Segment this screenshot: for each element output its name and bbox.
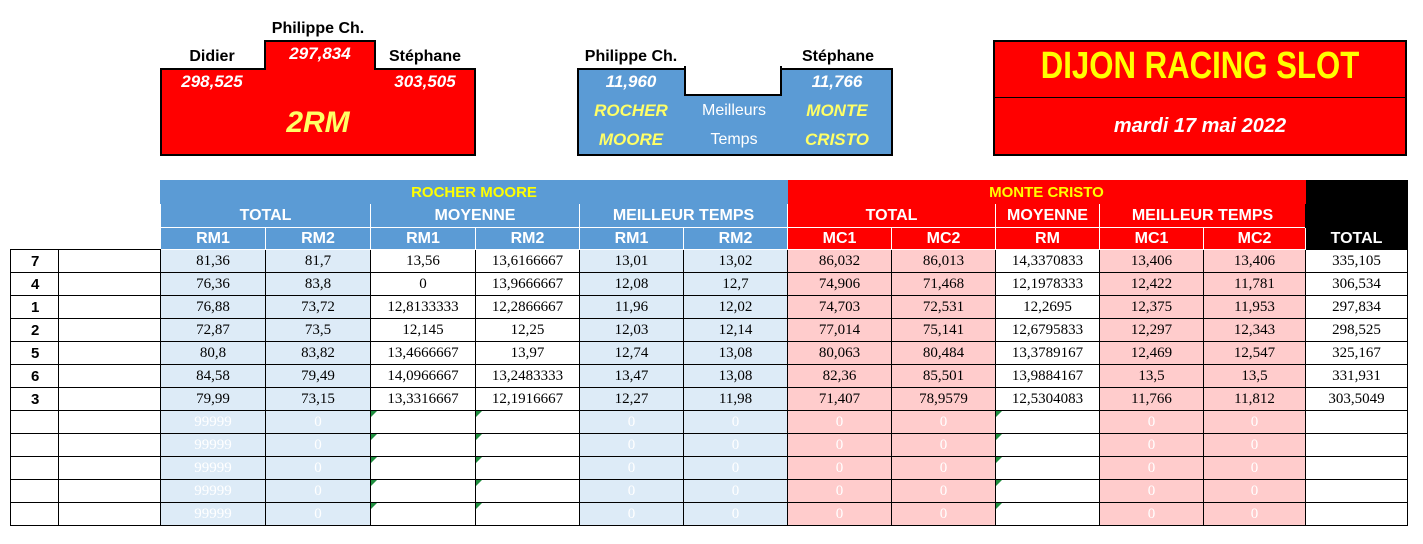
pilot-name-cell[interactable] <box>59 480 161 503</box>
rm-value-cell[interactable]: 13,56 <box>371 250 476 273</box>
mc-value-cell[interactable]: 12,297 <box>1100 319 1204 342</box>
mc-value-cell[interactable]: 12,343 <box>1204 319 1306 342</box>
best-left-circuit-line2: MOORE <box>598 130 664 149</box>
rm-value-cell[interactable]: 12,1916667 <box>476 388 580 411</box>
mc-col-header: MC1 <box>788 228 892 250</box>
pilot-name-cell[interactable] <box>59 319 161 342</box>
mc-value-cell[interactable]: 0 <box>788 503 892 526</box>
rm-value-cell[interactable]: 76,88 <box>161 296 266 319</box>
mc-value-cell[interactable]: 71,468 <box>892 273 996 296</box>
rm-col-header: RM1 <box>580 228 684 250</box>
rm-value-cell[interactable] <box>476 411 580 434</box>
best-mid-line1: Meilleurs <box>701 102 766 119</box>
title-divider <box>995 97 1405 98</box>
table-row <box>11 273 1408 296</box>
mc-value-cell[interactable]: 0 <box>1204 434 1306 457</box>
rm-value-cell[interactable]: 0 <box>684 503 788 526</box>
rm-value-cell[interactable]: 12,27 <box>580 388 684 411</box>
rm-value-cell[interactable]: 0 <box>684 411 788 434</box>
rm-value-cell[interactable]: 99999 <box>161 411 266 434</box>
rm-value-cell[interactable]: 13,4666667 <box>371 342 476 365</box>
mc-value-cell[interactable]: 0 <box>1100 411 1204 434</box>
rm-value-cell[interactable]: 13,08 <box>684 342 788 365</box>
mc-value-cell[interactable]: 0 <box>1100 457 1204 480</box>
rm-value-cell[interactable]: 99999 <box>161 503 266 526</box>
rm-col-header: RM1 <box>161 228 266 250</box>
rm-value-cell[interactable]: 13,02 <box>684 250 788 273</box>
mc-value-cell[interactable]: 75,141 <box>892 319 996 342</box>
rm-value-cell[interactable] <box>476 480 580 503</box>
podium-second-name: Didier <box>189 48 235 65</box>
rm-value-cell[interactable]: 13,3316667 <box>371 388 476 411</box>
pilot-number[interactable] <box>11 411 59 434</box>
mc-value-cell[interactable]: 0 <box>1100 480 1204 503</box>
mc-value-cell[interactable]: 12,375 <box>1100 296 1204 319</box>
total-value-cell[interactable]: 297,834 <box>1306 296 1408 319</box>
rm-col-header: RM1 <box>371 228 476 250</box>
rm-group-moyenne: MOYENNE <box>371 204 580 228</box>
pilot-name-cell[interactable] <box>59 411 161 434</box>
rm-value-cell[interactable]: 0 <box>266 434 371 457</box>
table-row <box>11 250 1408 273</box>
table-row <box>11 296 1408 319</box>
rm-value-cell[interactable]: 73,72 <box>266 296 371 319</box>
rm-value-cell[interactable]: 83,82 <box>266 342 371 365</box>
mc-value-cell[interactable]: 0 <box>1204 457 1306 480</box>
rm-value-cell[interactable]: 12,02 <box>684 296 788 319</box>
podium-second-value: 298,525 <box>181 72 243 91</box>
table-row <box>11 365 1408 388</box>
mc-value-cell[interactable]: 0 <box>892 457 996 480</box>
mc-value-cell[interactable]: 12,422 <box>1100 273 1204 296</box>
club-title: DIJON RACING SLOT <box>1040 45 1360 87</box>
rm-value-cell[interactable] <box>371 480 476 503</box>
mc-value-cell[interactable]: 71,407 <box>788 388 892 411</box>
podium-first-name: Philippe Ch. <box>271 20 365 37</box>
best-left-value: 11,960 <box>605 72 657 91</box>
rm-value-cell[interactable]: 0 <box>266 480 371 503</box>
rm-value-cell[interactable]: 72,87 <box>161 319 266 342</box>
rm-value-cell[interactable]: 0 <box>684 457 788 480</box>
rm-value-cell[interactable]: 13,08 <box>684 365 788 388</box>
pilot-number[interactable]: 2 <box>11 319 59 342</box>
mc-value-cell[interactable]: 0 <box>788 411 892 434</box>
mc-group-total: TOTAL <box>788 204 996 228</box>
rm-value-cell[interactable]: 0 <box>580 503 684 526</box>
mc-value-cell[interactable]: 78,9579 <box>892 388 996 411</box>
rm-value-cell[interactable]: 0 <box>266 503 371 526</box>
rm-value-cell[interactable]: 0 <box>684 434 788 457</box>
mc-value-cell[interactable]: 0 <box>1204 411 1306 434</box>
best-right-circuit-line2: CRISTO <box>805 130 869 149</box>
rm-value-cell[interactable]: 83,8 <box>266 273 371 296</box>
mc-value-cell[interactable]: 12,2695 <box>996 296 1100 319</box>
table-row <box>11 319 1408 342</box>
rm-value-cell[interactable]: 79,99 <box>161 388 266 411</box>
total-value-cell[interactable]: 306,534 <box>1306 273 1408 296</box>
rm-value-cell[interactable]: 79,49 <box>266 365 371 388</box>
rm-value-cell[interactable]: 12,7 <box>684 273 788 296</box>
table-row <box>11 457 1408 480</box>
event-date: mardi 17 mai 2022 <box>1113 115 1287 137</box>
mc-value-cell[interactable]: 13,5 <box>1100 365 1204 388</box>
rm-value-cell[interactable]: 12,145 <box>371 319 476 342</box>
pilot-name-cell[interactable] <box>59 296 161 319</box>
rm-value-cell[interactable]: 12,14 <box>684 319 788 342</box>
rm-value-cell[interactable]: 76,36 <box>161 273 266 296</box>
rm-value-cell[interactable]: 12,8133333 <box>371 296 476 319</box>
total-value-cell[interactable]: 335,105 <box>1306 250 1408 273</box>
rm-value-cell[interactable]: 12,25 <box>476 319 580 342</box>
pilot-number[interactable]: 7 <box>11 250 59 273</box>
rm-value-cell[interactable]: 13,6166667 <box>476 250 580 273</box>
pilot-name-cell[interactable] <box>59 388 161 411</box>
total-col-header: TOTAL <box>1306 228 1408 250</box>
mc-value-cell[interactable]: 77,014 <box>788 319 892 342</box>
pilot-name-cell[interactable] <box>59 457 161 480</box>
rm-value-cell[interactable]: 14,0966667 <box>371 365 476 388</box>
rm-value-cell[interactable]: 99999 <box>161 480 266 503</box>
mc-value-cell[interactable]: 74,703 <box>788 296 892 319</box>
mc-value-cell[interactable]: 0 <box>1204 503 1306 526</box>
rm-value-cell[interactable]: 13,47 <box>580 365 684 388</box>
rm-value-cell[interactable] <box>371 411 476 434</box>
total-value-cell[interactable]: 331,931 <box>1306 365 1408 388</box>
mc-value-cell[interactable]: 13,406 <box>1100 250 1204 273</box>
rm-value-cell[interactable]: 12,2866667 <box>476 296 580 319</box>
rm-value-cell[interactable]: 84,58 <box>161 365 266 388</box>
pilot-number[interactable]: 6 <box>11 365 59 388</box>
rm-value-cell[interactable] <box>476 457 580 480</box>
mc-value-cell[interactable]: 86,013 <box>892 250 996 273</box>
rm-section-title: ROCHER MOORE <box>161 181 788 204</box>
mc-value-cell[interactable] <box>996 457 1100 480</box>
rm-col-header: RM2 <box>684 228 788 250</box>
podium-third-value: 303,505 <box>394 72 456 91</box>
total-value-cell[interactable]: 298,525 <box>1306 319 1408 342</box>
pilot-number[interactable] <box>11 480 59 503</box>
podium-third-name: Stéphane <box>388 48 461 65</box>
rm-value-cell[interactable]: 0 <box>266 411 371 434</box>
best-left-name: Philippe Ch. <box>584 48 678 65</box>
mc-value-cell[interactable]: 13,406 <box>1204 250 1306 273</box>
table-row <box>11 342 1408 365</box>
pilot-name-cell[interactable] <box>59 342 161 365</box>
rm-value-cell[interactable]: 13,9666667 <box>476 273 580 296</box>
mc-value-cell[interactable]: 0 <box>892 411 996 434</box>
rm-value-cell[interactable] <box>476 434 580 457</box>
rm-group-best: MEILLEUR TEMPS <box>580 204 788 228</box>
podium-category-label: 2RM <box>286 106 350 139</box>
pilot-name-cell[interactable] <box>59 365 161 388</box>
pilot-name-cell[interactable] <box>59 250 161 273</box>
rm-value-cell[interactable]: 73,15 <box>266 388 371 411</box>
pilot-name-cell[interactable] <box>59 273 161 296</box>
total-value-cell[interactable]: 303,5049 <box>1306 388 1408 411</box>
mc-value-cell[interactable] <box>996 480 1100 503</box>
rm-value-cell[interactable]: 0 <box>580 480 684 503</box>
rm-value-cell[interactable]: 73,5 <box>266 319 371 342</box>
rm-value-cell[interactable]: 0 <box>266 457 371 480</box>
pilot-number[interactable] <box>11 503 59 526</box>
table-row <box>11 480 1408 503</box>
mc-col-header: MC1 <box>1100 228 1204 250</box>
pilot-number[interactable]: 3 <box>11 388 59 411</box>
mc-value-cell[interactable]: 0 <box>788 480 892 503</box>
mc-value-cell[interactable]: 0 <box>892 503 996 526</box>
mc-value-cell[interactable]: 12,547 <box>1204 342 1306 365</box>
mc-value-cell[interactable]: 80,063 <box>788 342 892 365</box>
mc-col-header: RM <box>996 228 1100 250</box>
mc-value-cell[interactable]: 72,531 <box>892 296 996 319</box>
mc-value-cell[interactable] <box>996 411 1100 434</box>
rm-value-cell[interactable]: 12,74 <box>580 342 684 365</box>
rm-value-cell[interactable]: 11,98 <box>684 388 788 411</box>
best-right-value: 11,766 <box>811 72 863 91</box>
mc-value-cell[interactable]: 11,953 <box>1204 296 1306 319</box>
best-mid-line2: Temps <box>710 131 758 148</box>
title-block <box>993 40 1407 156</box>
mc-value-cell[interactable]: 82,36 <box>788 365 892 388</box>
mc-group-moyenne: MOYENNE <box>996 204 1100 228</box>
table-row <box>11 388 1408 411</box>
rm-value-cell[interactable]: 80,8 <box>161 342 266 365</box>
table-row <box>11 434 1408 457</box>
mc-value-cell[interactable]: 0 <box>892 434 996 457</box>
best-left-circuit-line1: ROCHER <box>594 101 668 120</box>
table-row <box>11 411 1408 434</box>
total-header-spacer <box>1306 181 1408 228</box>
total-value-cell[interactable] <box>1306 503 1408 526</box>
pilot-number[interactable] <box>11 434 59 457</box>
rm-value-cell[interactable]: 13,97 <box>476 342 580 365</box>
rm-value-cell[interactable]: 13,01 <box>580 250 684 273</box>
rm-value-cell[interactable]: 0 <box>580 434 684 457</box>
results-table <box>10 180 1408 526</box>
rm-value-cell[interactable] <box>371 457 476 480</box>
mc-value-cell[interactable]: 11,766 <box>1100 388 1204 411</box>
mc-value-cell[interactable]: 14,3370833 <box>996 250 1100 273</box>
mc-value-cell[interactable]: 0 <box>892 480 996 503</box>
mc-value-cell[interactable]: 11,781 <box>1204 273 1306 296</box>
best-right-circuit-line1: MONTE <box>806 101 868 120</box>
mc-value-cell[interactable]: 85,501 <box>892 365 996 388</box>
mc-value-cell[interactable]: 0 <box>788 434 892 457</box>
rm-value-cell[interactable]: 0 <box>580 457 684 480</box>
total-value-cell[interactable] <box>1306 480 1408 503</box>
rm-value-cell[interactable] <box>371 434 476 457</box>
pilot-number[interactable]: 4 <box>11 273 59 296</box>
mc-value-cell[interactable]: 13,5 <box>1204 365 1306 388</box>
pilot-name-cell[interactable] <box>59 434 161 457</box>
rm-value-cell[interactable]: 81,36 <box>161 250 266 273</box>
mc-value-cell[interactable]: 0 <box>788 457 892 480</box>
mc-value-cell[interactable]: 12,1978333 <box>996 273 1100 296</box>
rm-value-cell[interactable]: 12,03 <box>580 319 684 342</box>
mc-value-cell[interactable]: 0 <box>1100 503 1204 526</box>
rm-value-cell[interactable]: 13,2483333 <box>476 365 580 388</box>
rm-col-header: RM2 <box>476 228 580 250</box>
mc-value-cell[interactable]: 12,6795833 <box>996 319 1100 342</box>
mc-section-title: MONTE CRISTO <box>788 181 1306 204</box>
best-right-name: Stéphane <box>801 48 874 65</box>
rm-group-total: TOTAL <box>161 204 371 228</box>
mc-value-cell[interactable]: 12,469 <box>1100 342 1204 365</box>
rm-value-cell[interactable]: 11,96 <box>580 296 684 319</box>
rm-value-cell[interactable]: 0 <box>371 273 476 296</box>
mc-value-cell[interactable]: 12,5304083 <box>996 388 1100 411</box>
rm-value-cell[interactable]: 99999 <box>161 457 266 480</box>
table-row <box>11 503 1408 526</box>
rm-value-cell[interactable] <box>371 503 476 526</box>
rm-value-cell[interactable]: 0 <box>684 480 788 503</box>
mc-value-cell[interactable]: 74,906 <box>788 273 892 296</box>
best-podium-notch <box>684 66 782 96</box>
total-value-cell[interactable] <box>1306 457 1408 480</box>
mc-value-cell[interactable]: 86,032 <box>788 250 892 273</box>
rm-value-cell[interactable]: 0 <box>580 411 684 434</box>
mc-value-cell[interactable] <box>996 503 1100 526</box>
rm-value-cell[interactable] <box>476 503 580 526</box>
mc-group-best: MEILLEUR TEMPS <box>1100 204 1306 228</box>
mc-col-header: MC2 <box>892 228 996 250</box>
mc-value-cell[interactable]: 0 <box>1204 480 1306 503</box>
total-value-cell[interactable] <box>1306 434 1408 457</box>
rm-value-cell[interactable]: 81,7 <box>266 250 371 273</box>
mc-value-cell[interactable]: 0 <box>1100 434 1204 457</box>
mc-value-cell[interactable] <box>996 434 1100 457</box>
rm-value-cell[interactable]: 99999 <box>161 434 266 457</box>
rm-value-cell[interactable]: 12,08 <box>580 273 684 296</box>
pilot-name-cell[interactable] <box>59 503 161 526</box>
mc-col-header: MC2 <box>1204 228 1306 250</box>
mc-value-cell[interactable]: 13,3789167 <box>996 342 1100 365</box>
pilot-number[interactable] <box>11 457 59 480</box>
total-value-cell[interactable] <box>1306 411 1408 434</box>
pilot-number[interactable]: 1 <box>11 296 59 319</box>
total-value-cell[interactable]: 325,167 <box>1306 342 1408 365</box>
podium-first-value: 297,834 <box>289 44 351 63</box>
mc-value-cell[interactable]: 13,9884167 <box>996 365 1100 388</box>
mc-value-cell[interactable]: 11,812 <box>1204 388 1306 411</box>
rm-col-header: RM2 <box>266 228 371 250</box>
mc-value-cell[interactable]: 80,484 <box>892 342 996 365</box>
pilot-number[interactable]: 5 <box>11 342 59 365</box>
